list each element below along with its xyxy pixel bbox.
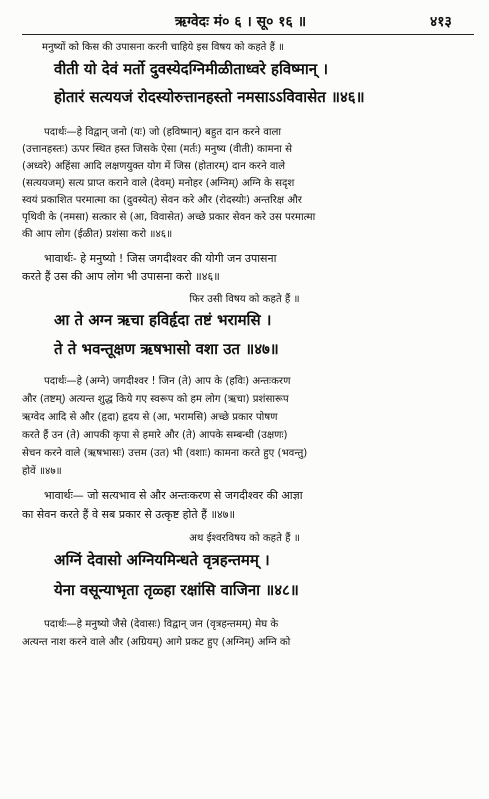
mantra-line: येना वसून्याभृता तृळ्हा रक्षांसि वाजिना ॥४८॥ — [54, 581, 299, 599]
padartha-line: पदार्थः—हे (अग्ने) जगदीश्वर ! जिन (ते) आप के (हविः) अन्तःकरण — [44, 376, 291, 387]
mantra-line: अग्निं देवासो अग्नियमिन्धते वृत्रहन्तमम् । — [54, 551, 270, 569]
padartha-line: स्वयं प्रकाशित परमात्मा का (दुवस्येत्) सेवन करे और (रोदस्योः) अन्तरिक्ष और — [22, 195, 302, 206]
bhavartha-line: का सेवन करते हैं वे सब प्रकार से उत्कृष्ट होते हैं ॥४७॥ — [22, 508, 236, 521]
padartha-line: (उत्तानहस्तः) ऊपर स्थित हस्त जिसके ऐसा (मर्तः) मनुष्य (वीती) कामना से — [22, 144, 293, 155]
padartha-line: ऋग्वेद आदि से और (हृदा) हृदय से (आ, भरामसि) अच्छे प्रकार पोषण — [22, 412, 278, 423]
padartha-line: पदार्थः—हे विद्वान् जनो (यः) जो (हविष्मान्) बहुत दान करने वाला — [44, 127, 282, 138]
padartha-line: की आप लोग (ईळीत) प्रशंसा करो ॥४६॥ — [22, 229, 173, 240]
padartha-line: (सत्ययजम्) सत्य प्राप्त कराने वाले (देवम्) मनोहर (अग्निम्) अग्नि के सदृश — [22, 178, 295, 189]
padartha-line: सेचन करने वाले (ऋषभासः) उत्तम (उत) भी (वशाः) कामना करते हुए (भवन्तु) — [22, 448, 308, 459]
running-header: ऋग्वेदः मं० ६ । सू० १६ ॥ — [175, 14, 307, 30]
bhavartha-line: करते हैं उस की आप लोग भी उपासना करो ॥४६॥ — [22, 270, 220, 283]
padartha-line: (अध्वरे) अहिंसा आदि लक्षणयुक्त योग में जिस (होतारम्) दान करने वाले — [22, 161, 286, 172]
padartha-line: करते हैं उन (ते) आपकी कृपा से हमारे और (ते) आपके सम्बन्धी (उक्षणः) — [22, 430, 288, 441]
intro-line: फिर उसी विषय को कहते हैं ॥ — [189, 294, 300, 305]
padartha-line: अत्यन्त नाश करने वाले और (अग्रियम्) आगे प्रकट हुए (अग्निम्) अग्नि को — [22, 637, 291, 648]
header-rule — [22, 34, 474, 35]
bhavartha-line: भावार्थः- हे मनुष्यो ! जिस जगदीश्वर की योगी जन उपासना — [44, 252, 277, 265]
page-number: ४१३ — [430, 14, 452, 30]
padartha-line: पदार्थः—हे मनुष्यो जैसे (देवासः) विद्वान् जन (वृत्रहन्तमम्) मेघ के — [44, 619, 279, 630]
bhavartha-line: भावार्थः— जो सत्यभाव से और अन्तःकरण से जगदीश्वर की आज्ञा — [44, 489, 303, 502]
intro-line: अथ ईश्वरविषय को कहते हैं ॥ — [189, 533, 300, 544]
padartha-line: होवें ॥४७॥ — [22, 466, 62, 477]
padartha-line: और (तष्टम्) अत्यन्त शुद्ध किये गए स्वरूप को हम लोग (ऋचा) प्रशंसारूप — [22, 394, 289, 405]
mantra-line: आ ते अग्न ऋचा हविर्हृदा तष्टं भरामसि । — [54, 311, 272, 329]
mantra-line: ते ते भवन्तूक्षण ऋषभासो वशा उत ॥४७॥ — [54, 340, 279, 358]
padartha-line: पृथिवी के (नमसा) सत्कार से (आ, विवासेत) अच्छे प्रकार सेवन करे उस परमात्मा — [22, 212, 316, 223]
mantra-line: वीती यो देवं मर्तो दुवस्येदग्निमीळीताध्वरे हविष्मान् । — [54, 60, 329, 78]
mantra-line: होतारं सत्ययजं रोदस्योरुत्तानहस्तो नमसाऽऽविवासेत ॥४६॥ — [54, 88, 365, 106]
intro-line: मनुष्यों को किस की उपासना करनी चाहिये इस विषय को कहते हैं ॥ — [42, 42, 285, 53]
